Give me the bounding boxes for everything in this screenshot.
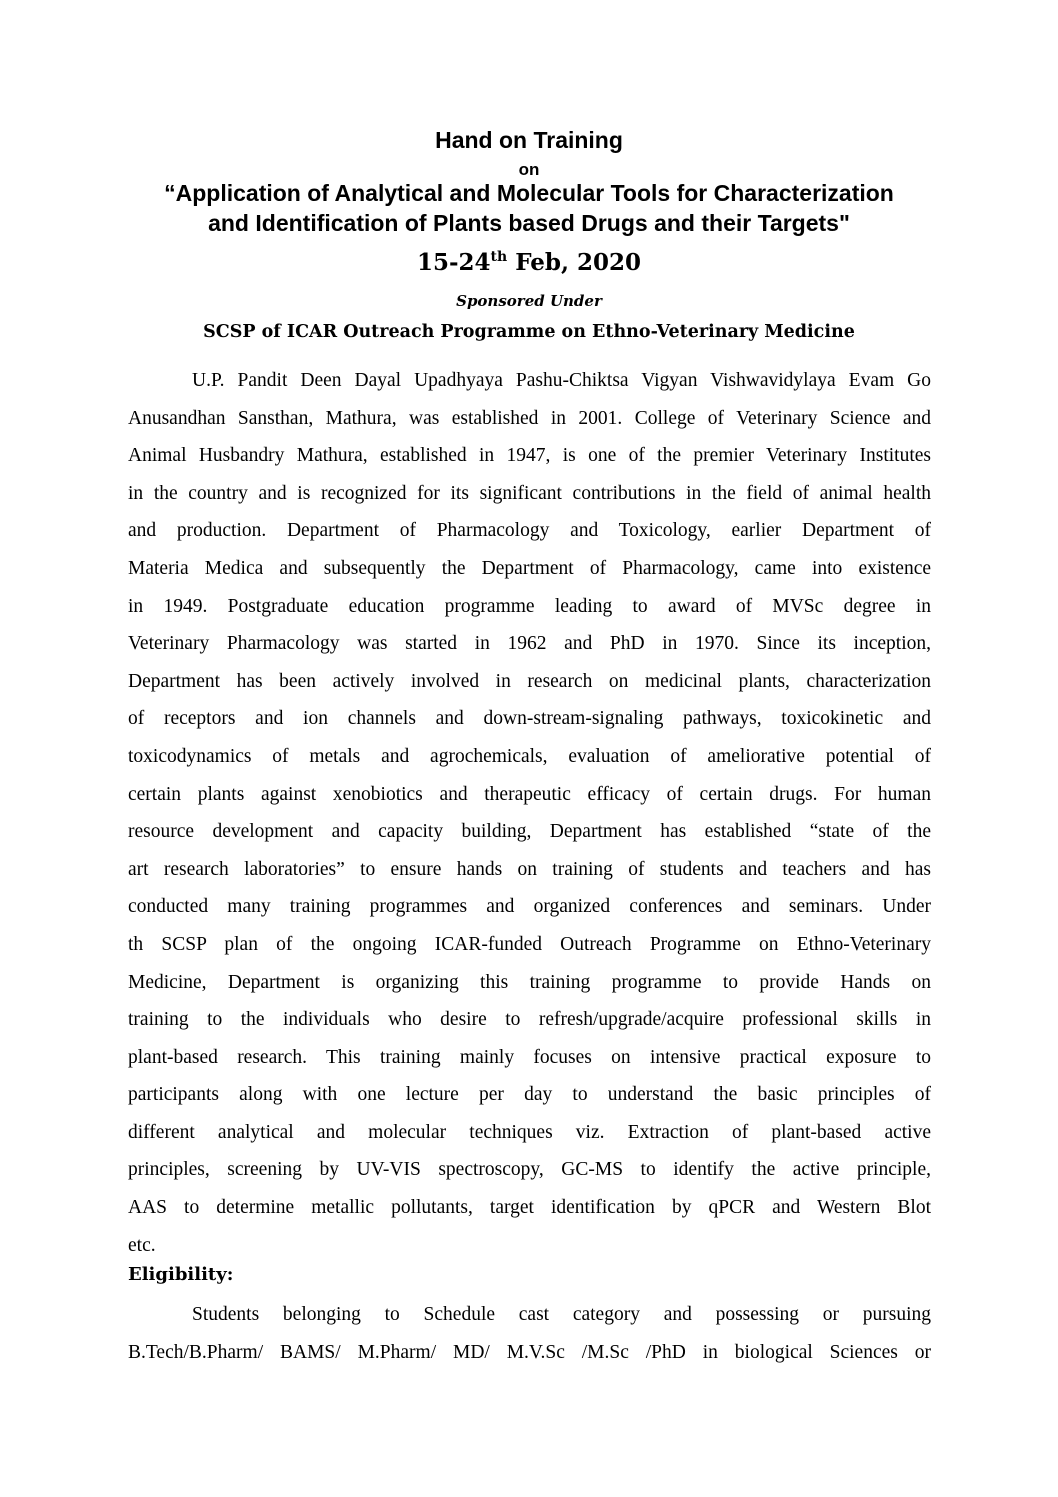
intro-paragraph (128, 362, 931, 1264)
event-date-start: 15-24 (416, 249, 491, 276)
intro-line: and production. Department of Pharmacology and Toxicology, earlier Department of (128, 520, 931, 542)
intro-line: resource development and capacity building, Department has established “state of the (128, 821, 931, 843)
sponsored-label: Sponsored Under (456, 292, 602, 310)
intro-line: etc. (128, 1234, 156, 1256)
event-date-end: Feb, 2020 (507, 249, 642, 276)
subtitle-line-2: and Identification of Plants based Drugs and their Targets" (208, 210, 850, 236)
intro-line: AAS to determine metallic pollutants, target identification by qPCR and Western Blot (128, 1197, 931, 1219)
intro-line: of receptors and ion channels and down-stream-signaling pathways, toxicokinetic and (128, 708, 931, 730)
intro-line: in 1949. Postgraduate education programme leading to award of MVSc degree in (128, 595, 931, 617)
title-connector: on (518, 160, 540, 179)
intro-line: Medicine, Department is organizing this training programme to provide Hands on (128, 971, 931, 993)
intro-line: different analytical and molecular techniques viz. Extraction of plant-based active (128, 1121, 931, 1143)
intro-line: th SCSP plan of the ongoing ICAR-funded Outreach Programme on Ethno-Veterinary (128, 933, 931, 955)
intro-line: Veterinary Pharmacology was started in 1962 and PhD in 1970. Since its inception, (128, 633, 931, 655)
eligibility-line: B.Tech/B.Pharm/ BAMS/ M.Pharm/ MD/ M.V.Sc /M.Sc /PhD in biological Sciences or (128, 1341, 931, 1363)
intro-line: participants along with one lecture per day to understand the basic principles of (128, 1084, 931, 1106)
sponsor-name: SCSP of ICAR Outreach Programme on Ethno-Veterinary Medicine (203, 322, 855, 342)
intro-line: Department has been actively involved in research on medicinal plants, characterization (128, 670, 931, 692)
intro-line: U.P. Pandit Deen Dayal Upadhyaya Pashu-Chiktsa Vigyan Vishwavidylaya Evam Go (192, 370, 931, 391)
event-date-ordinal: th (490, 249, 508, 265)
eligibility-line: Students belonging to Schedule cast category and possessing or pursuing (192, 1304, 931, 1325)
intro-line: plant-based research. This training mainly focuses on intensive practical exposure to (128, 1046, 931, 1068)
intro-line: certain plants against xenobiotics and therapeutic efficacy of certain drugs. For human (128, 783, 931, 805)
eligibility-heading: Eligibility: (128, 1264, 234, 1285)
intro-line: in the country and is recognized for its significant contributions in the field of animal health (128, 482, 931, 504)
event-date (0, 249, 1058, 276)
intro-line: Animal Husbandry Mathura, established in 1947, is one of the premier Veterinary Institutes (128, 445, 931, 467)
eligibility-paragraph (128, 1296, 931, 1371)
document-title: Hand on Training (435, 127, 623, 153)
intro-line: Materia Medica and subsequently the Department of Pharmacology, came into existence (128, 557, 931, 579)
intro-line: conducted many training programmes and organized conferences and seminars. Under (128, 896, 931, 918)
intro-line: art research laboratories” to ensure hands on training of students and teachers and has (128, 858, 931, 880)
intro-line: principles, screening by UV-VIS spectroscopy, GC-MS to identify the active principle, (128, 1159, 931, 1181)
intro-line: training to the individuals who desire to refresh/upgrade/acquire professional skills in (128, 1009, 931, 1031)
intro-line: Anusandhan Sansthan, Mathura, was established in 2001. College of Veterinary Science and (128, 407, 931, 429)
intro-line: toxicodynamics of metals and agrochemicals, evaluation of ameliorative potential of (128, 745, 931, 767)
subtitle-line-1: “Application of Analytical and Molecular Tools for Characterization (164, 180, 894, 206)
